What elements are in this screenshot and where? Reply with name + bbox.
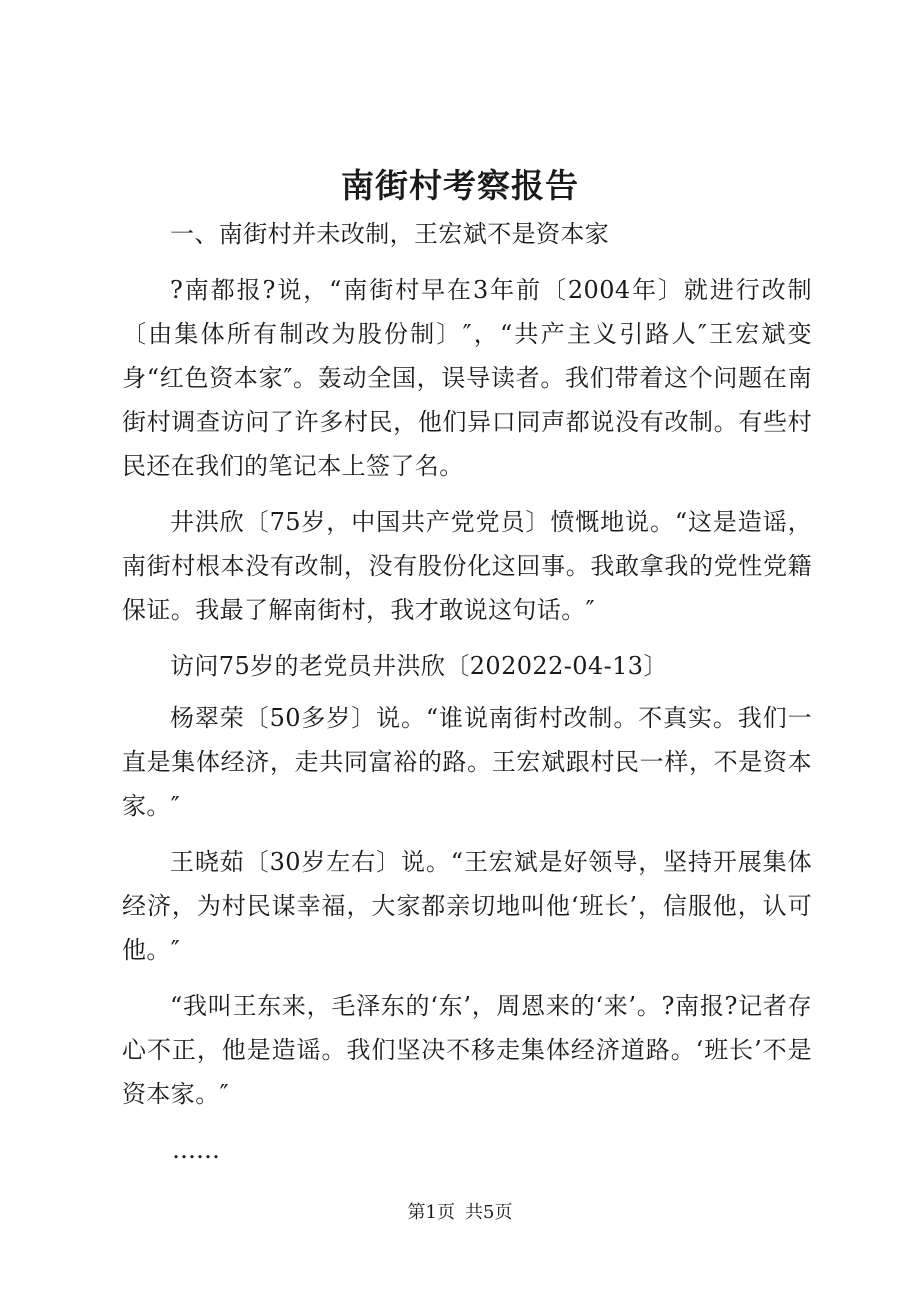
page-footer: [0, 1200, 920, 1226]
paragraph-quote-yang: 杨翠荣〔50多岁〕说。“谁说南街村改制。不真实。我们一直是集体经济，走共同富裕的路。王宏斌跟村民一样，不是资本家。″: [122, 704, 812, 820]
paragraph-quote-wang-xiaoru: 王晓茹〔30岁左右〕说。“王宏斌是好领导，坚持开展集体经济，为村民谋幸福，大家都亲切地叫他‘班长’，信服他，认可他。″: [122, 848, 812, 964]
ellipsis: ……: [172, 1136, 220, 1164]
photo-caption: 访问75岁的老党员井洪欣〔202022-04-13〕: [170, 652, 668, 680]
page-total: 共5页: [465, 1202, 513, 1223]
paragraph-quote-wang-donglai: “我叫王东来，毛泽东的‘东’，周恩来的‘来’。?南报?记者存心不正，他是造谣。我们坚决不移走集体经济道路。‘班长’不是资本家。″: [122, 992, 812, 1108]
paragraph-intro: ?南都报?说，“南街村早在3年前〔2004年〕就进行改制〔由集体所有制改为股份制〕″，“共产主义引路人″王宏斌变身“红色资本家″。轰动全国，误导读者。我们带着这个问题在南街村调查访问了许多村民，他们异口同声都说没有改制。有些村民还在我们的笔记本上签了名。: [122, 276, 812, 480]
document-title: 南街村考察报告: [341, 166, 579, 205]
section-heading: 一、南街村并未改制，王宏斌不是资本家: [170, 220, 610, 248]
page-number: 第1页: [407, 1202, 455, 1223]
document-body: [122, 212, 812, 1172]
paragraph-quote-jing: 井洪欣〔75岁，中国共产党党员〕愤慨地说。“这是造谣，南街村根本没有改制，没有股份化这回事。我敢拿我的党性党籍保证。我最了解南街村，我才敢说这句话。″: [122, 508, 812, 624]
